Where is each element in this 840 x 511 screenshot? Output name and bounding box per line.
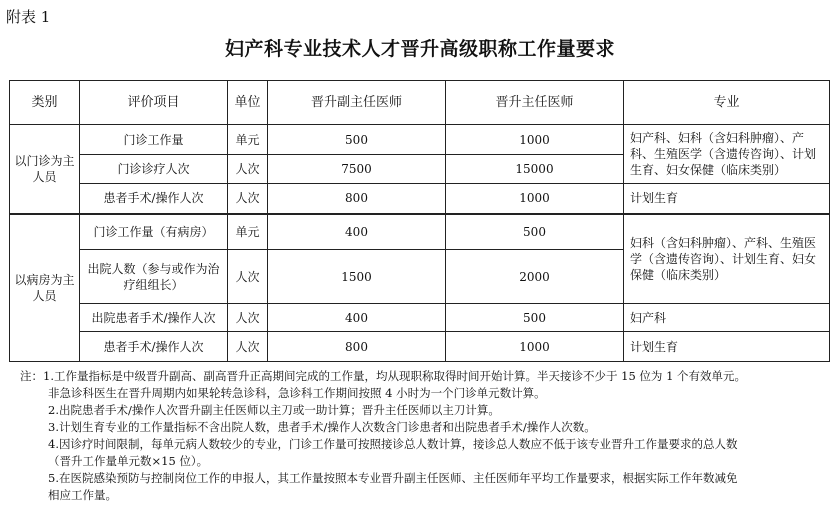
deputy-cell: 1500 bbox=[268, 250, 446, 304]
table-row bbox=[10, 304, 830, 332]
header-deputy: 晋升副主任医师 bbox=[268, 81, 446, 125]
item-cell: 出院患者手术/操作人次 bbox=[80, 304, 228, 332]
note-4a: 4.因诊疗时间限制，每单元病人数较少的专业，门诊工作量可按照接诊总人数计算，接诊总人数应不低于该专业晋升工作量要求的总人数 bbox=[48, 437, 738, 451]
header-specialty: 专业 bbox=[624, 81, 830, 125]
note-1a: 注：1.工作量指标是中级晋升副高、副高晋升正高期间完成的工作量，均从现职称取得时间开始计算。半天接诊不少于 15 位为 1 个有效单元。 bbox=[20, 369, 747, 383]
specialty-cell: 妇科（含妇科肿瘤）、产科、生殖医学（含遗传咨询）、计划生育、妇女保健（临床类别） bbox=[624, 214, 830, 304]
table-row bbox=[10, 184, 830, 214]
item-cell: 门诊工作量 bbox=[80, 125, 228, 155]
header-row bbox=[10, 81, 830, 125]
unit-cell: 人次 bbox=[228, 184, 268, 214]
deputy-cell: 7500 bbox=[268, 155, 446, 184]
deputy-cell: 500 bbox=[268, 125, 446, 155]
item-cell: 患者手术/操作人次 bbox=[80, 332, 228, 362]
specialty-cell: 计划生育 bbox=[624, 332, 830, 362]
specialty-cell: 计划生育 bbox=[624, 184, 830, 214]
chief-cell: 1000 bbox=[446, 184, 624, 214]
unit-cell: 人次 bbox=[228, 332, 268, 362]
unit-cell: 人次 bbox=[228, 250, 268, 304]
category-ward: 以病房为主人员 bbox=[10, 214, 80, 362]
header-chief: 晋升主任医师 bbox=[446, 81, 624, 125]
specialty-cell: 妇产科、妇科（含妇科肿瘤）、产科、生殖医学（含遗传咨询）、计划生育、妇女保健（临床类别） bbox=[624, 125, 830, 184]
item-cell: 门诊诊疗人次 bbox=[80, 155, 228, 184]
table-row bbox=[10, 125, 830, 155]
chief-cell: 1000 bbox=[446, 332, 624, 362]
note-5a: 5.在医院感染预防与控制岗位工作的申报人，其工作量按照本专业晋升副主任医师、主任医师年平均工作量要求，根据实际工作年数减免 bbox=[48, 471, 738, 485]
notes-section bbox=[20, 368, 834, 504]
header-category: 类别 bbox=[10, 81, 80, 125]
header-item: 评价项目 bbox=[80, 81, 228, 125]
chief-cell: 500 bbox=[446, 214, 624, 250]
chief-cell: 1000 bbox=[446, 125, 624, 155]
appendix-label: 附表 1 bbox=[6, 8, 51, 26]
unit-cell: 人次 bbox=[228, 304, 268, 332]
note-2: 2.出院患者手术/操作人次晋升副主任医师以主刀或一助计算；晋升主任医师以主刀计算。 bbox=[48, 403, 500, 417]
workload-table bbox=[9, 80, 830, 362]
specialty-cell: 妇产科 bbox=[624, 304, 830, 332]
item-cell: 患者手术/操作人次 bbox=[80, 184, 228, 214]
note-4b: （晋升工作量单元数×15 位）。 bbox=[48, 454, 209, 468]
chief-cell: 500 bbox=[446, 304, 624, 332]
header-unit: 单位 bbox=[228, 81, 268, 125]
deputy-cell: 400 bbox=[268, 304, 446, 332]
chief-cell: 2000 bbox=[446, 250, 624, 304]
deputy-cell: 400 bbox=[268, 214, 446, 250]
unit-cell: 单元 bbox=[228, 125, 268, 155]
deputy-cell: 800 bbox=[268, 332, 446, 362]
item-cell: 门诊工作量（有病房） bbox=[80, 214, 228, 250]
note-3: 3.计划生育专业的工作量指标不含出院人数，患者手术/操作人次数含门诊患者和出院患者手术/操作人次数。 bbox=[48, 420, 596, 434]
deputy-cell: 800 bbox=[268, 184, 446, 214]
unit-cell: 人次 bbox=[228, 155, 268, 184]
chief-cell: 15000 bbox=[446, 155, 624, 184]
note-5b: 相应工作量。 bbox=[48, 488, 117, 502]
table-row bbox=[10, 214, 830, 250]
page-title: 妇产科专业技术人才晋升高级职称工作量要求 bbox=[224, 38, 615, 60]
note-1b: 非急诊科医生在晋升周期内如果轮转急诊科，急诊科工作期间按照 4 小时为一个门诊单元数计算。 bbox=[48, 386, 546, 400]
table-row bbox=[10, 332, 830, 362]
item-cell: 出院人数（参与或作为治疗组组长） bbox=[80, 250, 228, 304]
unit-cell: 单元 bbox=[228, 214, 268, 250]
category-outpatient: 以门诊为主人员 bbox=[10, 125, 80, 214]
